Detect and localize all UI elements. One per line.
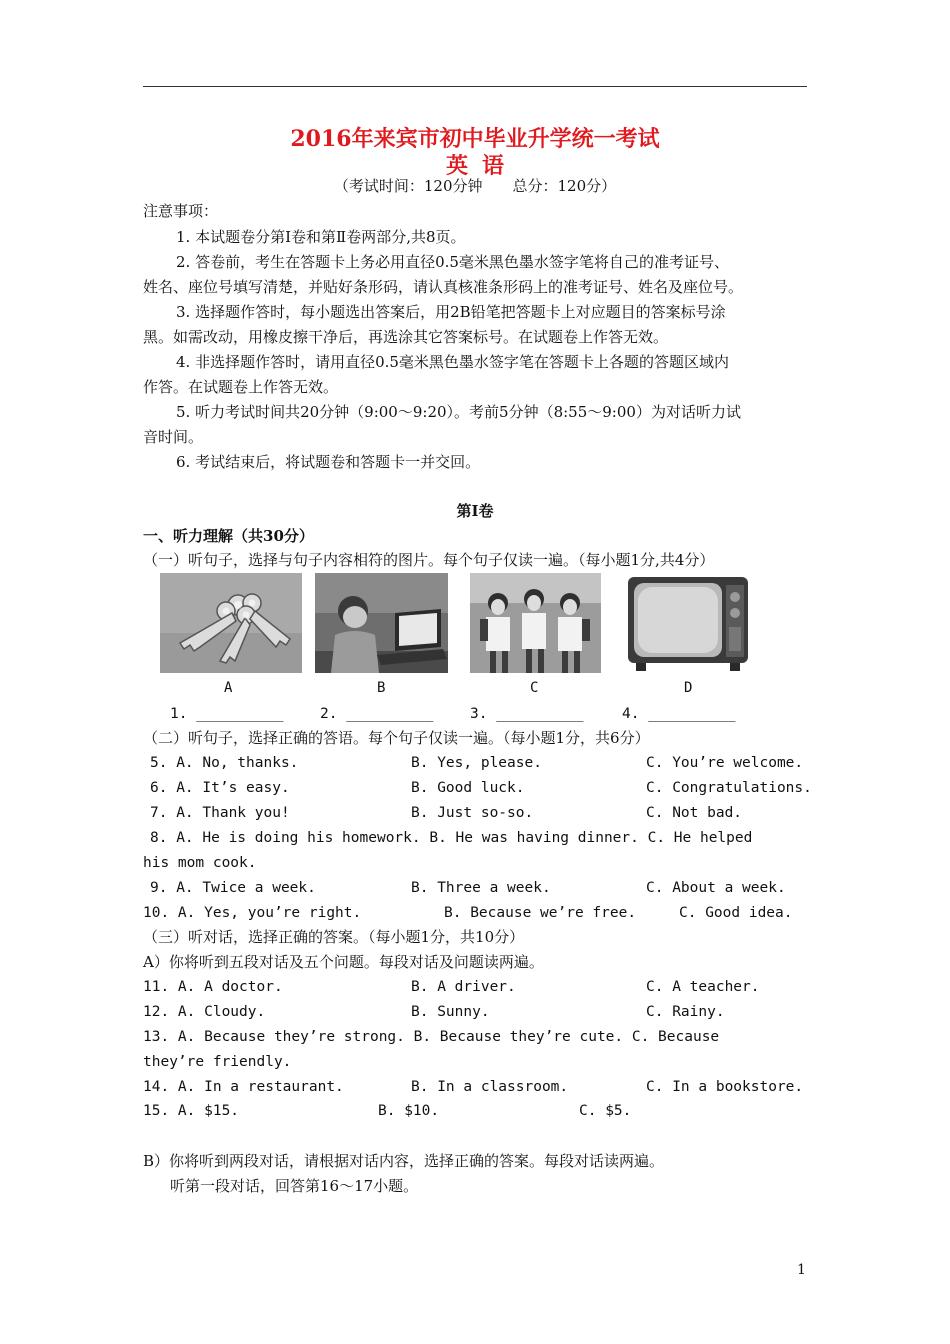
q5-option-b: B. Yes, please. [411, 755, 542, 771]
q7-option-a: 7. A. Thank you! [150, 805, 290, 821]
note-2-cont: 姓名、座位号填写清楚，并贴好条形码，请认真核准条形码上的准考证号、姓名及座位号。 [143, 278, 744, 296]
note-5: 5. 听力考试时间共20分钟（9:00～9:20）。考前5分钟（8:55～9:00）为对话听力试 [176, 403, 741, 421]
q11-option-b: B. A driver. [411, 979, 516, 995]
section-heading: 一、听力理解（共30分） [143, 527, 314, 545]
q8-options: 8. A. He is doing his homework. B. He was having dinner. C. He helped [150, 830, 753, 846]
q14-option-b: B. In a classroom. [411, 1079, 569, 1095]
image-label-a: A [224, 680, 233, 696]
q13-options-cont: they’re friendly. [143, 1054, 292, 1070]
image-label-b: B [377, 680, 386, 696]
q13-options: 13. A. Because they’re strong. B. Because they’re cute. C. Because [143, 1029, 720, 1045]
note-4-cont: 作答。在试题卷上作答无效。 [143, 378, 339, 396]
subsection-1: （一）听句子，选择与句子内容相符的图片。每个句子仅读一遍。（每小题1分,共4分） [143, 551, 715, 569]
part-heading: 第Ⅰ卷 [456, 502, 494, 520]
note-6: 6. 考试结束后，将试题卷和答题卡一并交回。 [176, 453, 481, 471]
note-4: 4. 非选择题作答时，请用直径0.5毫米黑色墨水签字笔在答题卡上各题的答题区域内 [176, 353, 729, 371]
subsection-3: （三）听对话，选择正确的答案。（每小题1分，共10分） [143, 928, 525, 946]
q5-option-c: C. You’re welcome. [646, 755, 804, 771]
q6-option-a: 6. A. It’s easy. [150, 780, 290, 796]
note-5-cont: 音时间。 [143, 428, 204, 446]
q6-option-c: C. Congratulations. [646, 780, 812, 796]
q9-option-b: B. Three a week. [411, 880, 551, 896]
q9-option-c: C. About a week. [646, 880, 786, 896]
answer-blank-2: 2. __________ [320, 706, 434, 722]
q15-option-a: 15. A. $15. [143, 1103, 240, 1119]
subsection-3b: B）你将听到两段对话，请根据对话内容，选择正确的答案。每段对话读两遍。 [143, 1152, 665, 1170]
q10-option-b: B. Because we’re free. [444, 905, 637, 921]
note-3-cont: 黑。如需改动，用橡皮擦干净后，再选涂其它答案标号。在试题卷上作答无效。 [143, 328, 669, 346]
image-label-d: D [684, 680, 693, 696]
image-label-c: C [530, 680, 539, 696]
q12-option-a: 12. A. Cloudy. [143, 1004, 266, 1020]
exam-title: 2016年来宾市初中毕业升学统一考试 [290, 126, 660, 152]
exam-info: （考试时间：120分钟 总分：120分） [333, 177, 617, 195]
note-3: 3. 选择题作答时，每小题选出答案后，用2B铅笔把答题卡上对应题目的答案标号涂 [176, 303, 726, 321]
answer-blank-1: 1. __________ [170, 706, 284, 722]
subject-title: 英语 [445, 153, 518, 179]
q11-option-c: C. A teacher. [646, 979, 760, 995]
q11-option-a: 11. A. A doctor. [143, 979, 283, 995]
notes-heading: 注意事项： [143, 202, 219, 220]
q7-option-c: C. Not bad. [646, 805, 743, 821]
q12-option-c: C. Rainy. [646, 1004, 725, 1020]
header-rule [143, 86, 807, 87]
q14-option-c: C. In a bookstore. [646, 1079, 804, 1095]
q7-option-b: B. Just so-so. [411, 805, 534, 821]
boy-laptop-image [315, 573, 448, 673]
television-image [626, 573, 750, 673]
subsection-3a: A）你将听到五段对话及五个问题。每段对话及问题读两遍。 [143, 953, 544, 971]
q6-option-b: B. Good luck. [411, 780, 525, 796]
q15-option-c: C. $5. [579, 1103, 632, 1119]
q8-options-cont: his mom cook. [143, 855, 257, 871]
keys-image [160, 573, 302, 673]
q12-option-b: B. Sunny. [411, 1004, 490, 1020]
q9-option-a: 9. A. Twice a week. [150, 880, 316, 896]
note-2: 2. 答卷前，考生在答题卡上务必用直径0.5毫米黑色墨水签字笔将自己的准考证号、 [176, 253, 729, 271]
q10-option-a: 10. A. Yes, you’re right. [143, 905, 362, 921]
q14-option-a: 14. A. In a restaurant. [143, 1079, 344, 1095]
page-number: 1 [797, 1262, 806, 1278]
subsection-2: （二）听句子，选择正确的答语。每个句子仅读一遍。（每小题1分，共6分） [143, 729, 650, 747]
q5-option-a: 5. A. No, thanks. [150, 755, 299, 771]
subsection-3b-instruction: 听第一段对话，回答第16～17小题。 [170, 1177, 419, 1195]
q15-option-b: B. $10. [378, 1103, 440, 1119]
answer-blank-4: 4. __________ [622, 706, 736, 722]
q10-option-c: C. Good idea. [679, 905, 793, 921]
answer-blank-3: 3. __________ [470, 706, 584, 722]
students-image [470, 573, 601, 673]
note-1: 1. 本试题卷分第Ⅰ卷和第Ⅱ卷两部分,共8页。 [176, 228, 466, 246]
